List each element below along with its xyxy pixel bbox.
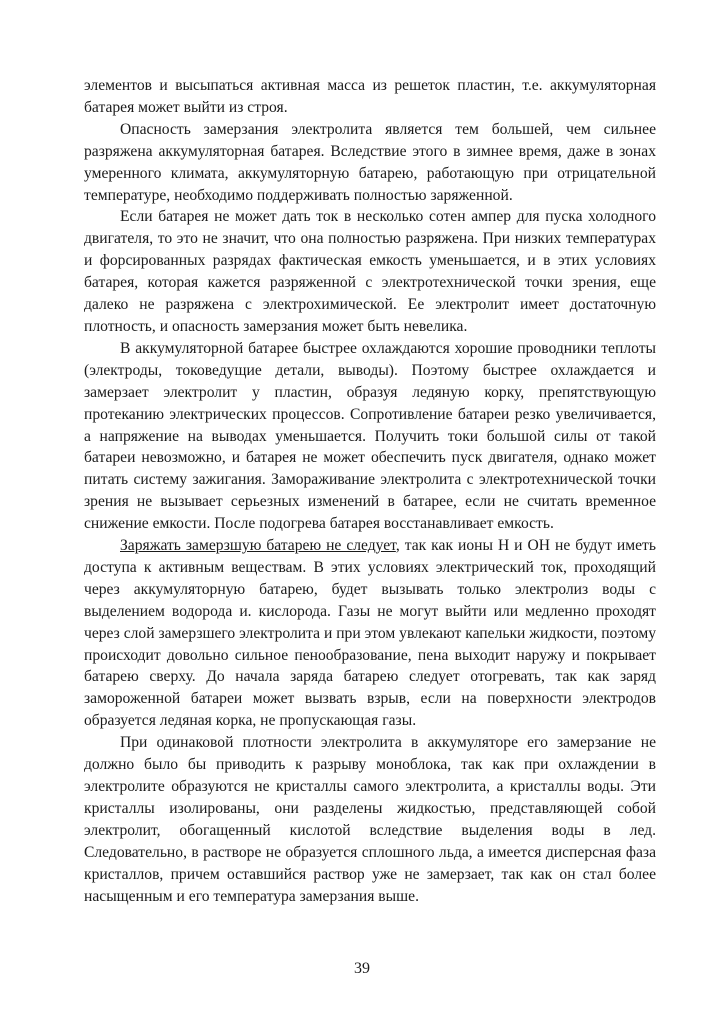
page-number: 39 (354, 960, 370, 977)
paragraph-continuation: элементов и высыпаться активная масса из решеток пластин, т.е. аккумуляторная батарея может выйти из строя. (84, 77, 656, 116)
paragraph-ice-crust: В аккумуляторной батарее быстрее охлаждаются хорошие проводники теплоты (электроды, токоведущие детали, выводы). Поэтому быстрее охлаждается и замерзает электролит у пластин, образуя ледяную корку, препятствующую протеканию электрических процессов. Сопротивление батареи резко увеличивается, а напряжение на выводах уменьшается. Получить токи большой силы от такой батареи невозможно, и батарея не может обеспечить пуск двигателя, однако может питать систему зажигания. Замораживание электролита с электротехнической точки зрения не вызывает серьезных изменений в батарее, если не считать временное снижение емкости. После подогрева батарея восстанавливает емкость. (84, 339, 656, 533)
paragraph-charging-warning-text: , так как ионы Н и ОН не будут иметь доступа к активным веществам. В этих условиях электрический ток, проходящий через аккумуляторную батарею, будет вызывать только электролиз воды с выделением водорода и. кислорода. Газы не могут выйти или медленно проходят через слой замерзшего электролита и при этом увлекают капельки жидкости, поэтому происходит довольно сильное пенообразование, пена выходит наружу и покрывает батарею сверху. До начала заряда батарею следует отогревать, так как заряд замороженной батареи может вызвать взрыв, если на поверхности электродов образуется ледяная корка, не пропускающая газы. (84, 537, 656, 730)
paragraph-charging-warning (84, 535, 656, 732)
body-text (84, 75, 656, 907)
paragraph-cold-start: Если батарея не может дать ток в несколько сотен ампер для пуска холодного двигателя, то это не значит, что она полностью разряжена. При низких температурах и форсированных разрядах фактическая емкость уменьшается, и в этих условиях батарея, которая кажется разряженной с электротехнической точки зрения, еще далеко не разряжена с электрохимической. Ее электролит имеет достаточную плотность, и опасность замерзания может быть невелика. (84, 208, 656, 335)
paragraph-freezing-danger: Опасность замерзания электролита является тем большей, чем сильнее разряжена аккумуляторная батарея. Вследствие этого в зимнее время, даже в зонах умеренного климата, аккумуляторную батарею, работающую при отрицательной температуре, необходимо поддерживать полностью заряженной. (84, 120, 656, 204)
underlined-warning: Заряжать замерзшую батарею не следует (120, 537, 396, 555)
paragraph-crystals: При одинаковой плотности электролита в аккумуляторе его замерзание не должно было бы приводить к разрыву моноблока, так как при охлаждении в электролите образуются не кристаллы самого электролита, а кристаллы воды. Эти кристаллы изолированы, они разделены жидкостью, представляющей собой электролит, обогащенный кислотой вследствие выделения воды в лед. Следовательно, в растворе не образуется сплошного льда, а имеется дисперсная фаза кристаллов, причем оставшийся раствор уже не замерзает, так как он стал более насыщенным и его температура замерзания выше. (84, 734, 656, 905)
